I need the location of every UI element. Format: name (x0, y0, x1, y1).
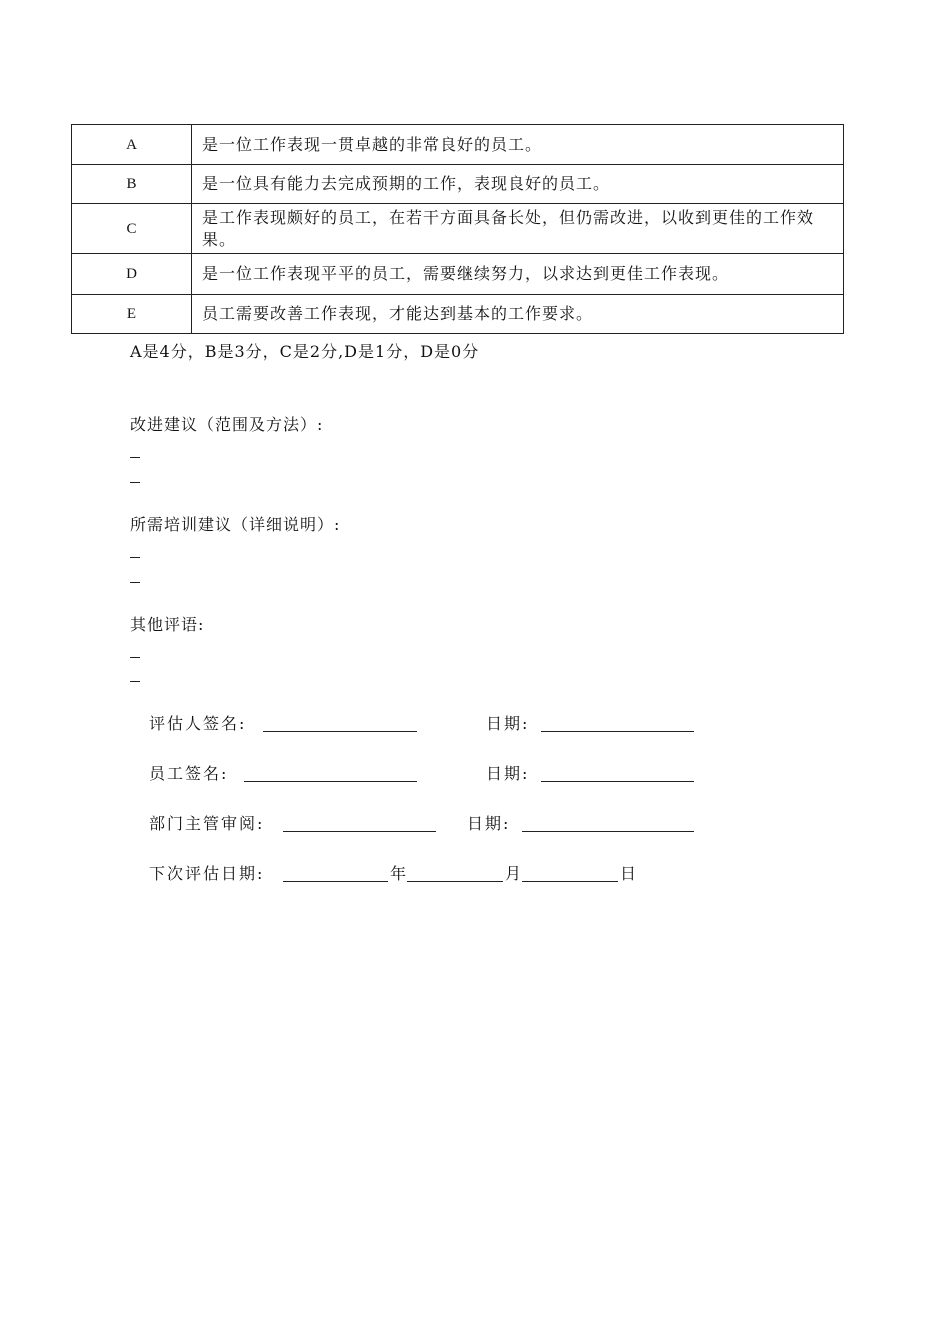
comments-line[interactable] (130, 681, 140, 682)
employee-date-field[interactable] (541, 763, 694, 782)
training-line[interactable] (130, 557, 140, 558)
grade-cell: E (72, 295, 192, 334)
month-label: 月 (505, 864, 524, 883)
comments-line[interactable] (130, 657, 140, 658)
table-row (72, 295, 844, 334)
employee-signature-field[interactable] (244, 763, 417, 782)
grade-description: 是一位具有能力去完成预期的工作，表现良好的员工。 (192, 165, 844, 204)
employee-label: 员工签名: (149, 764, 229, 783)
next-review-label: 下次评估日期: (149, 864, 265, 883)
evaluator-signature-field[interactable] (263, 713, 417, 732)
improvement-line[interactable] (130, 482, 140, 483)
improvement-heading: 改进建议（范围及方法）: (130, 415, 324, 434)
improvement-line[interactable] (130, 457, 140, 458)
year-label: 年 (390, 864, 409, 883)
evaluator-date-field[interactable] (541, 713, 694, 732)
training-line[interactable] (130, 582, 140, 583)
table-row (72, 165, 844, 204)
comments-heading: 其他评语: (130, 615, 205, 634)
evaluator-label: 评估人签名: (149, 714, 247, 733)
table-row (72, 204, 844, 254)
next-review-day-field[interactable] (522, 863, 618, 882)
grade-cell: B (72, 165, 192, 204)
employee-date-label: 日期: (486, 764, 530, 783)
training-heading: 所需培训建议（详细说明）: (130, 515, 341, 534)
supervisor-label: 部门主管审阅: (149, 814, 265, 833)
supervisor-date-field[interactable] (522, 813, 694, 832)
grade-description: 是一位工作表现一贯卓越的非常良好的员工。 (192, 125, 844, 165)
grade-description: 是一位工作表现平平的员工，需要继续努力，以求达到更佳工作表现。 (192, 254, 844, 295)
table-row (72, 125, 844, 165)
grade-cell: A (72, 125, 192, 165)
grade-description: 是工作表现颇好的员工，在若干方面具备长处，但仍需改进，以收到更佳的工作效果。 (192, 204, 844, 254)
score-note: A是4分，B是3分，C是2分,D是1分，D是0分 (130, 342, 480, 361)
grade-cell: D (72, 254, 192, 295)
grade-cell: C (72, 204, 192, 254)
supervisor-signature-field[interactable] (283, 813, 436, 832)
day-label: 日 (620, 864, 639, 883)
evaluator-date-label: 日期: (486, 714, 530, 733)
grade-definition-table (71, 124, 844, 334)
next-review-year-field[interactable] (283, 863, 388, 882)
table-row (72, 254, 844, 295)
next-review-month-field[interactable] (407, 863, 503, 882)
grade-description: 员工需要改善工作表现，才能达到基本的工作要求。 (192, 295, 844, 334)
supervisor-date-label: 日期: (467, 814, 511, 833)
